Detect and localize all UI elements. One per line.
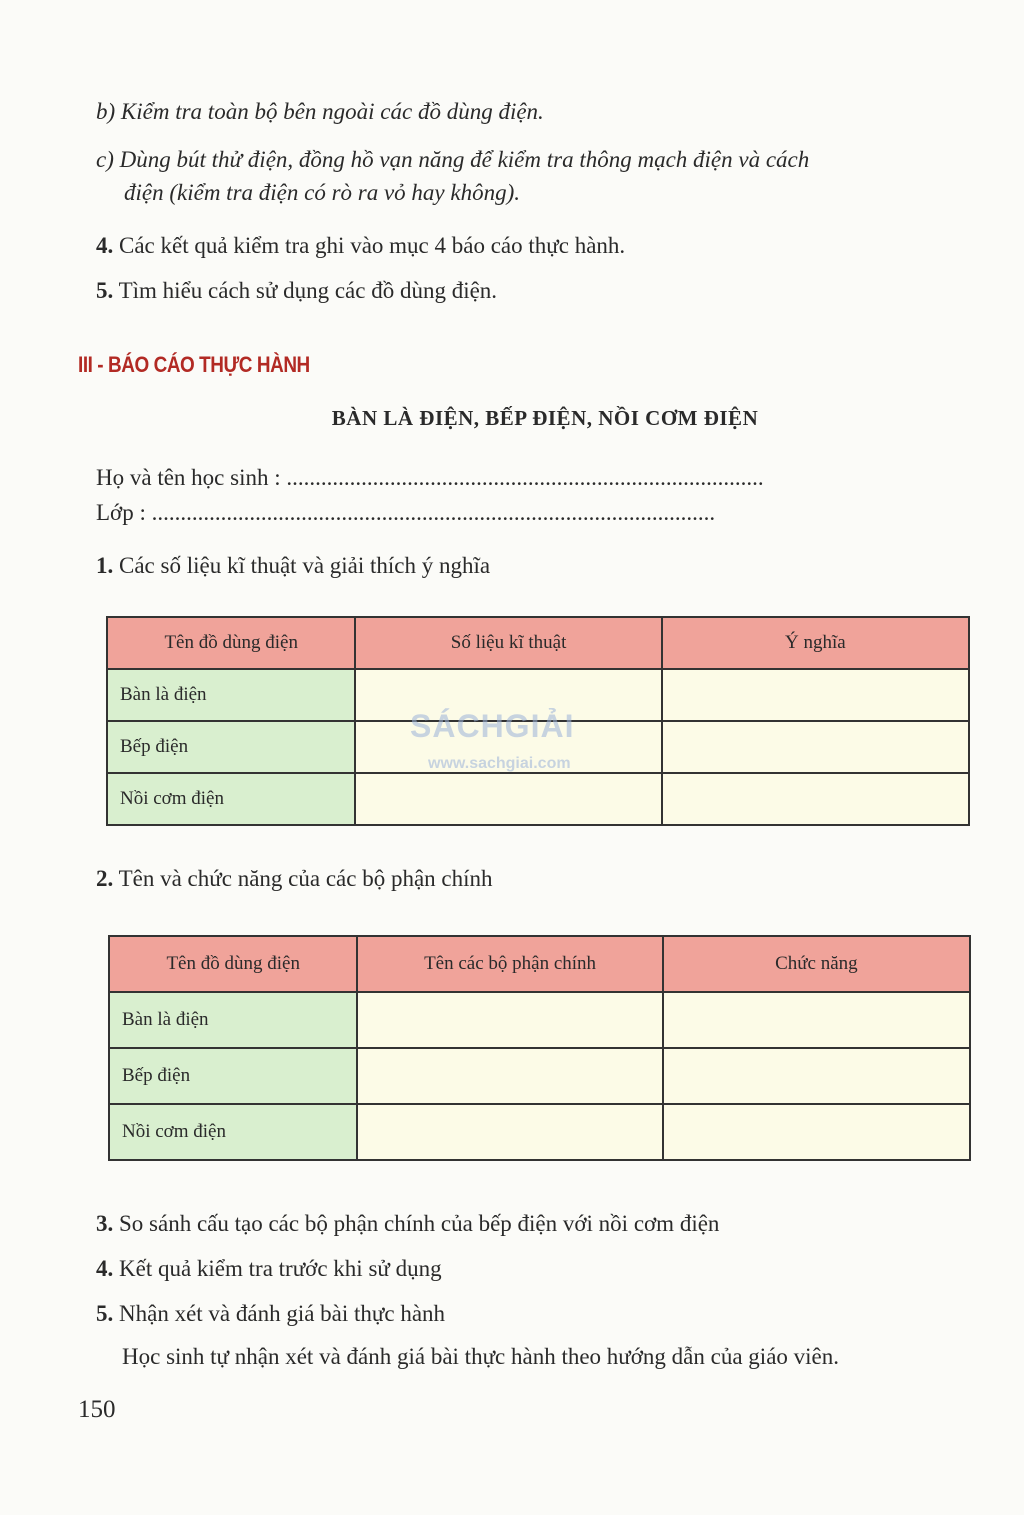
- question-1: [96, 550, 490, 582]
- question-2-text: Tên và chức năng của các bộ phận chính: [118, 866, 493, 891]
- appliance-name-cell: Bàn là điện: [107, 669, 355, 721]
- question-4: [96, 1253, 442, 1285]
- student-name-label: Họ và tên học sinh :: [96, 465, 281, 490]
- question-3-text: So sánh cấu tạo các bộ phận chính của bếp điện với nồi cơm điện: [119, 1211, 720, 1236]
- watermark: [410, 708, 574, 773]
- student-name-field: [96, 462, 764, 494]
- table-header-row: [109, 936, 970, 992]
- question-1-text: Các số liệu kĩ thuật và giải thích ý nghĩa: [119, 553, 491, 578]
- step-5-number: 5.: [96, 278, 114, 303]
- empty-cell: [357, 1104, 662, 1160]
- question-5-number: 5.: [96, 1301, 114, 1326]
- table-header-cell: Tên đồ dùng điện: [107, 617, 355, 669]
- table-header-cell: Ý nghĩa: [662, 617, 969, 669]
- table-header-cell: Tên đồ dùng điện: [109, 936, 357, 992]
- question-5: [96, 1298, 445, 1330]
- empty-cell: [357, 992, 662, 1048]
- table-header-row: [107, 617, 969, 669]
- appliance-name-cell: Bếp điện: [107, 721, 355, 773]
- question-4-number: 4.: [96, 1256, 114, 1281]
- table-header-cell: Số liệu kĩ thuật: [355, 617, 661, 669]
- watermark-logo: SÁCHGIẢI: [410, 708, 575, 744]
- empty-cell: [355, 773, 661, 825]
- question-3: [96, 1208, 719, 1240]
- class-dots: ..................................................................................................: [151, 500, 716, 525]
- step-b: b) Kiểm tra toàn bộ bên ngoài các đồ dùng điện.: [96, 99, 544, 124]
- question-5-text: Nhận xét và đánh giá bài thực hành: [119, 1301, 446, 1326]
- empty-cell: [663, 1104, 970, 1160]
- question-2-number: 2.: [96, 866, 114, 891]
- empty-cell: [663, 1048, 970, 1104]
- report-title: BÀN LÀ ĐIỆN, BẾP ĐIỆN, NỒI CƠM ĐIỆN: [331, 406, 759, 430]
- question-1-number: 1.: [96, 553, 114, 578]
- page-number: 150: [78, 1396, 116, 1423]
- appliance-name-cell: Bếp điện: [109, 1048, 357, 1104]
- appliance-name-cell: Bàn là điện: [109, 992, 357, 1048]
- watermark-url: www.sachgiai.com: [428, 755, 571, 772]
- question-4-text: Kết quả kiểm tra trước khi sử dụng: [119, 1256, 442, 1281]
- class-field: [96, 497, 715, 529]
- empty-cell: [662, 773, 969, 825]
- appliance-name-cell: Nồi cơm điện: [109, 1104, 357, 1160]
- step-c-line2: điện (kiểm tra điện có rò ra vỏ hay không).: [124, 180, 521, 205]
- table-row: [109, 992, 970, 1048]
- student-name-dots: ...................................................................................: [286, 465, 764, 490]
- empty-cell: [662, 669, 969, 721]
- step-4: [96, 230, 625, 262]
- question-5-note: Học sinh tự nhận xét và đánh giá bài thực hành theo hướng dẫn của giáo viên.: [122, 1344, 840, 1369]
- table-row: [109, 1104, 970, 1160]
- table-row: [109, 1048, 970, 1104]
- table-row: [107, 773, 969, 825]
- section-heading: III - BÁO CÁO THỰC HÀNH: [78, 352, 310, 377]
- appliance-name-cell: Nồi cơm điện: [107, 773, 355, 825]
- class-label: Lớp :: [96, 500, 146, 525]
- step-5: [96, 275, 497, 307]
- question-2: [96, 863, 493, 895]
- question-3-number: 3.: [96, 1211, 114, 1236]
- empty-cell: [357, 1048, 662, 1104]
- step-5-text: Tìm hiểu cách sử dụng các đồ dùng điện.: [118, 278, 498, 303]
- step-c-line1: c) Dùng bút thử điện, đồng hồ vạn năng để kiểm tra thông mạch điện và cách: [96, 147, 810, 172]
- empty-cell: [662, 721, 969, 773]
- step-4-text: Các kết quả kiểm tra ghi vào mục 4 báo cáo thực hành.: [119, 233, 626, 258]
- step-4-number: 4.: [96, 233, 114, 258]
- table-header-cell: Tên các bộ phận chính: [357, 936, 662, 992]
- empty-cell: [663, 992, 970, 1048]
- main-parts-table: [108, 935, 971, 1161]
- table-header-cell: Chức năng: [663, 936, 970, 992]
